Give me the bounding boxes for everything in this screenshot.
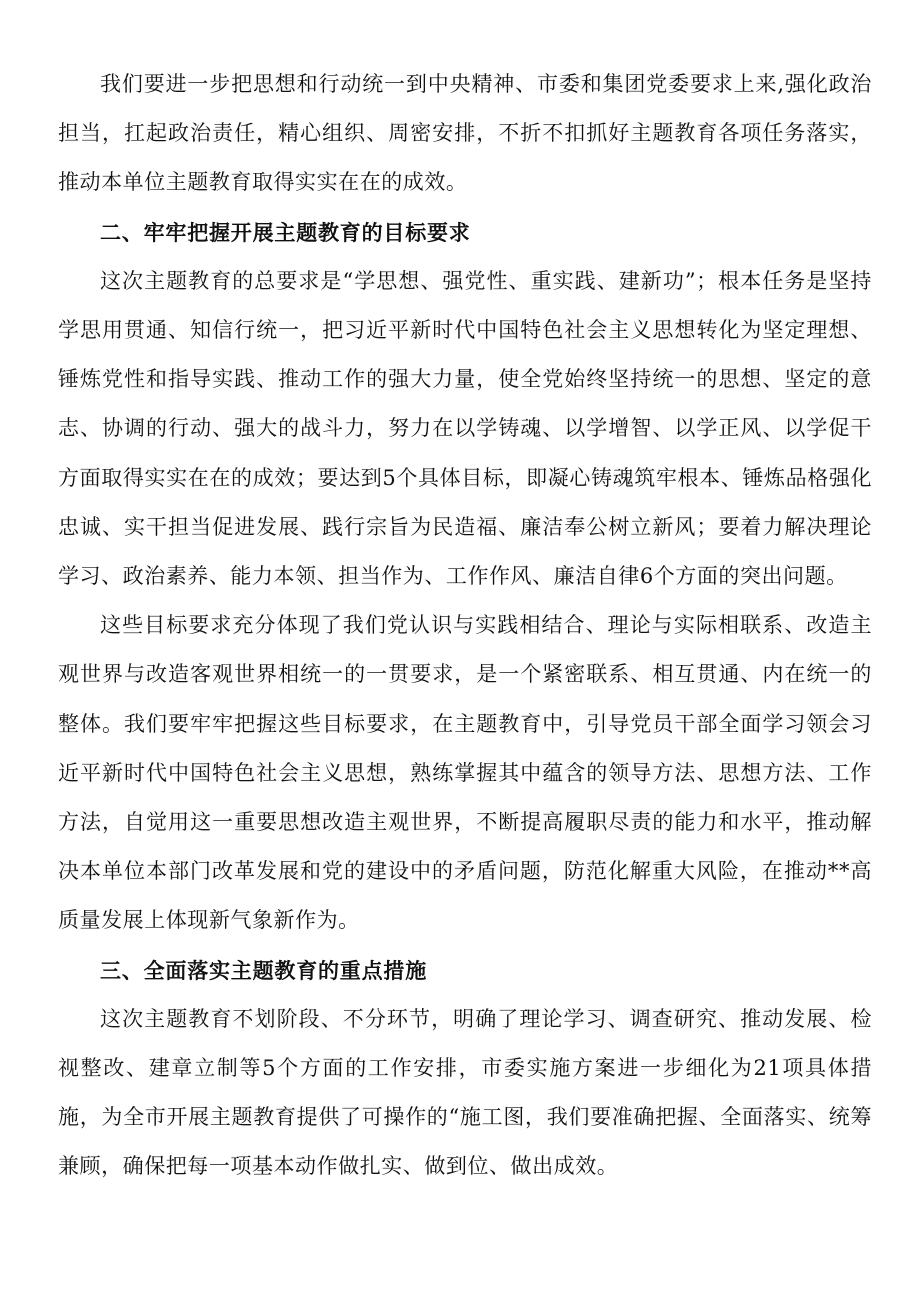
paragraph-target-requirements: 这些目标要求充分体现了我们党认识与实践相结合、理论与实际相联系、改造主观世界与改造客观世界相统一的一贯要求，是一个紧密联系、相互贯通、内在统一的整体。我们要牢牢把握这些目标要求，在主题教育中，引导党员干部全面学习领会习近平新时代中国特色社会主义思想，熟练掌握其中蕴含的领导方法、思想方法、工作方法，自觉用这一重要思想改造主观世界，不断提高履职尽责的能力和水平，推动解决本单位本部门改革发展和党的建设中的矛盾问题，防范化解重大风险，在推动**高质量发展上体现新气象新作为。 (58, 613, 872, 933)
paragraph-general-requirements: 这次主题教育的总要求是“学思想、强党性、重实践、建新功”；根本任务是坚持学思用贯通、知信行统一，把习近平新时代中国特色社会主义思想转化为坚定理想、锤炼党性和指导实践、推动工作的强大力量，使全党始终坚持统一的思想、坚定的意志、协调的行动、强大的战斗力，努力在以学铸魂、以学增智、以学正风、以学促干方面取得实实在在的成效；要达到5个具体目标，即凝心铸魂筑牢根本、锤炼品格强化忠诚、实干担当促进发展、践行宗旨为民造福、廉洁奉公树立新风；要着力解决理论学习、政治素养、能力本领、担当作为、工作作风、廉洁自律6个方面的突出问题。 (58, 268, 872, 589)
section-heading-2: 二、牢牢把握开展主题教育的目标要求 (100, 219, 471, 245)
paragraph-key-measures: 这次主题教育不划阶段、不分环节，明确了理论学习、调查研究、推动发展、检视整改、建章立制等5个方面的工作安排，市委实施方案进一步细化为21项具体措施，为全市开展主题教育提供了可操作的“施工图，我们要准确把握、全面落实、统筹兼顾，确保把每一项基本动作做扎实、做到位、做出成效。 (58, 1006, 872, 1179)
paragraph-intro: 我们要进一步把思想和行动统一到中央精神、市委和集团党委要求上来,强化政治担当，扛起政治责任，精心组织、周密安排，不折不扣抓好主题教育各项任务落实，推动本单位主题教育取得实实在在的成效。 (58, 72, 872, 195)
section-heading-3: 三、全面落实主题教育的重点措施 (100, 957, 427, 983)
